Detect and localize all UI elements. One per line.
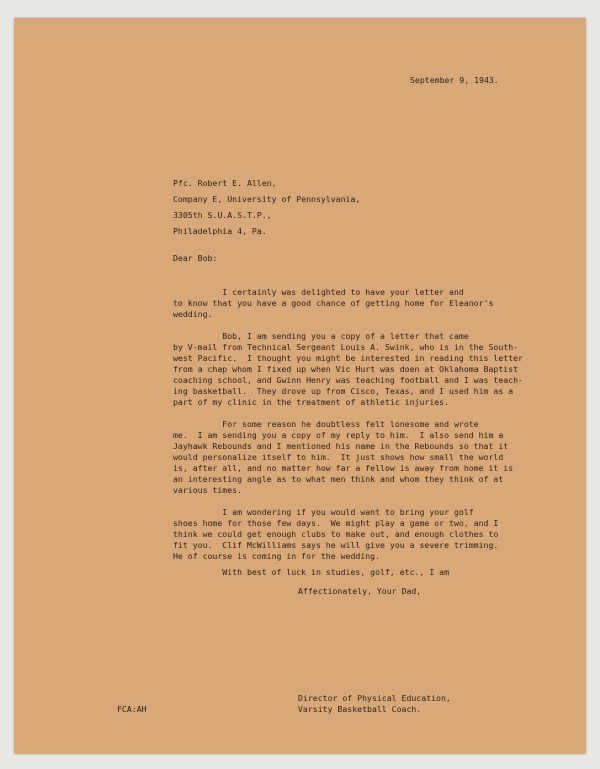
body-line: With best of luck in studies, golf, etc., I am <box>173 567 450 577</box>
body-line: think we could get enough clubs to make out, and enough clothes to <box>173 529 499 539</box>
body-line: He of course is coming in for the wedding. <box>173 551 381 561</box>
recipient-line: 3305th S.U.A.S.T.P., <box>173 210 272 220</box>
body-line: fit you. Clif McWilliams says he will give you a severe trimming. <box>173 540 499 550</box>
letter-page <box>14 18 586 754</box>
body-line: coaching school, and Gwinn Henry was teaching football and I was teach- <box>173 375 523 385</box>
body-line: is, after all, and no matter how far a fellow is away from home it is <box>173 463 514 473</box>
body-line: west Pacific. I thought you might be interested in reading this letter <box>173 353 523 363</box>
body-line: various times. <box>173 485 243 495</box>
closing: Affectionately, Your Dad, <box>298 586 422 596</box>
body-line: Jayhawk Rebounds and I mentioned his name in the Rebounds so that it <box>173 441 509 451</box>
body-line: shoes home for those few days. We might play a game or two, and I <box>173 518 499 528</box>
body-line: an interesting angle as to what men think and whom they think of at <box>173 474 504 484</box>
body-line: part of my clinic in the treatment of athletic injuries. <box>173 397 450 407</box>
body-line: to know that you have a good chance of getting home for Eleanor's <box>173 298 494 308</box>
body-line: I certainly was delighted to have your letter and <box>173 287 464 297</box>
body-line: from a chap whom I fixed up when Vic Hurt was doen at Oklahoma Baptist <box>173 364 519 374</box>
body-line: me. I am sending you a copy of my reply to him. I also send him a <box>173 430 504 440</box>
body-line: ing basketball. They drove up from Cisco, Texas, and I used him as a <box>173 386 514 396</box>
recipient-line: Philadelphia 4, Pa. <box>173 226 267 236</box>
recipient-line: Company E, University of Pennsylvania, <box>173 194 361 204</box>
body-line: For some reason he doubtless felt lonesome and wrote <box>173 419 479 429</box>
body-line: wedding. <box>173 309 213 319</box>
signature-title-line: Director of Physical Education, <box>298 693 451 703</box>
salutation: Dear Bob: <box>173 253 218 263</box>
body-line: would personalize itself to him. It just shows how small the world <box>173 452 504 462</box>
recipient-line: Pfc. Robert E. Allen, <box>173 178 277 188</box>
letter-date: September 9, 1943. <box>410 75 499 85</box>
body-line: I am wondering if you would want to bring your golf <box>173 507 474 517</box>
body-line: Bob, I am sending you a copy of a letter that came <box>173 331 469 341</box>
body-line: by V-mail from Technical Sergeant Louis A. Swink, who is in the South- <box>173 342 519 352</box>
reference-initials: FCA:AH <box>117 704 147 714</box>
signature-title-line: Varsity Basketball Coach. <box>298 704 422 714</box>
